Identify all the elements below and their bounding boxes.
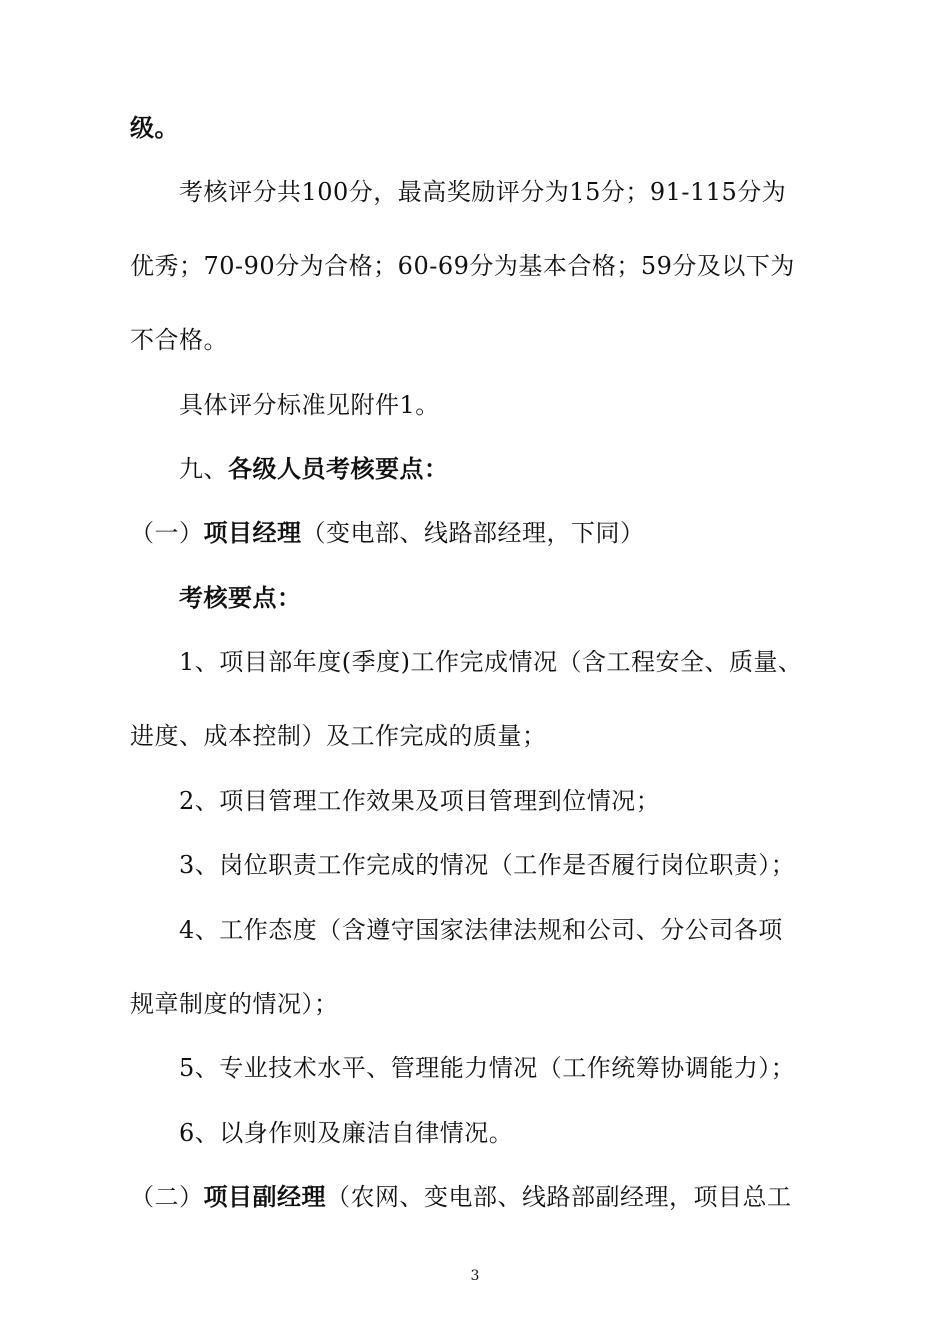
paragraph-line: 级。 [130,113,179,142]
paragraph-line: 优秀；70-90分为合格；60-69分为基本合格；59分及以下为 [130,252,795,280]
section-heading: 九、各级人员考核要点： [179,454,449,483]
paragraph-line: 不合格。 [130,326,228,354]
paragraph-line: 具体评分标准见附件1。 [179,391,440,419]
page-number: 3 [470,1268,480,1284]
paragraph-line: 考核评分共100分，最高奖励评分为15分；91-115分为 [179,178,787,206]
list-item-continuation: 规章制度的情况）； [130,990,339,1018]
list-item: 4、工作态度（含遵守国家法律法规和公司、分公司各项 [179,916,783,944]
key-points-heading: 考核要点： [179,583,302,612]
list-item: 3、岗位职责工作完成的情况（工作是否履行岗位职责）； [179,851,796,879]
list-item: 5、专业技术水平、管理能力情况（工作统筹协调能力）； [179,1054,796,1082]
list-item: 2、项目管理工作效果及项目管理到位情况； [179,787,661,815]
list-item-continuation: 进度、成本控制）及工作完成的质量； [130,722,547,750]
list-item: 6、以身作则及廉洁自律情况。 [179,1119,514,1147]
subsection-heading: （一）项目经理（变电部、线路部经理，下同） [130,518,645,547]
subsection-heading: （二）项目副经理（农网、变电部、线路部副经理，项目总工 [130,1182,792,1211]
list-item: 1、项目部年度(季度)工作完成情况（含工程安全、质量、 [179,648,803,676]
